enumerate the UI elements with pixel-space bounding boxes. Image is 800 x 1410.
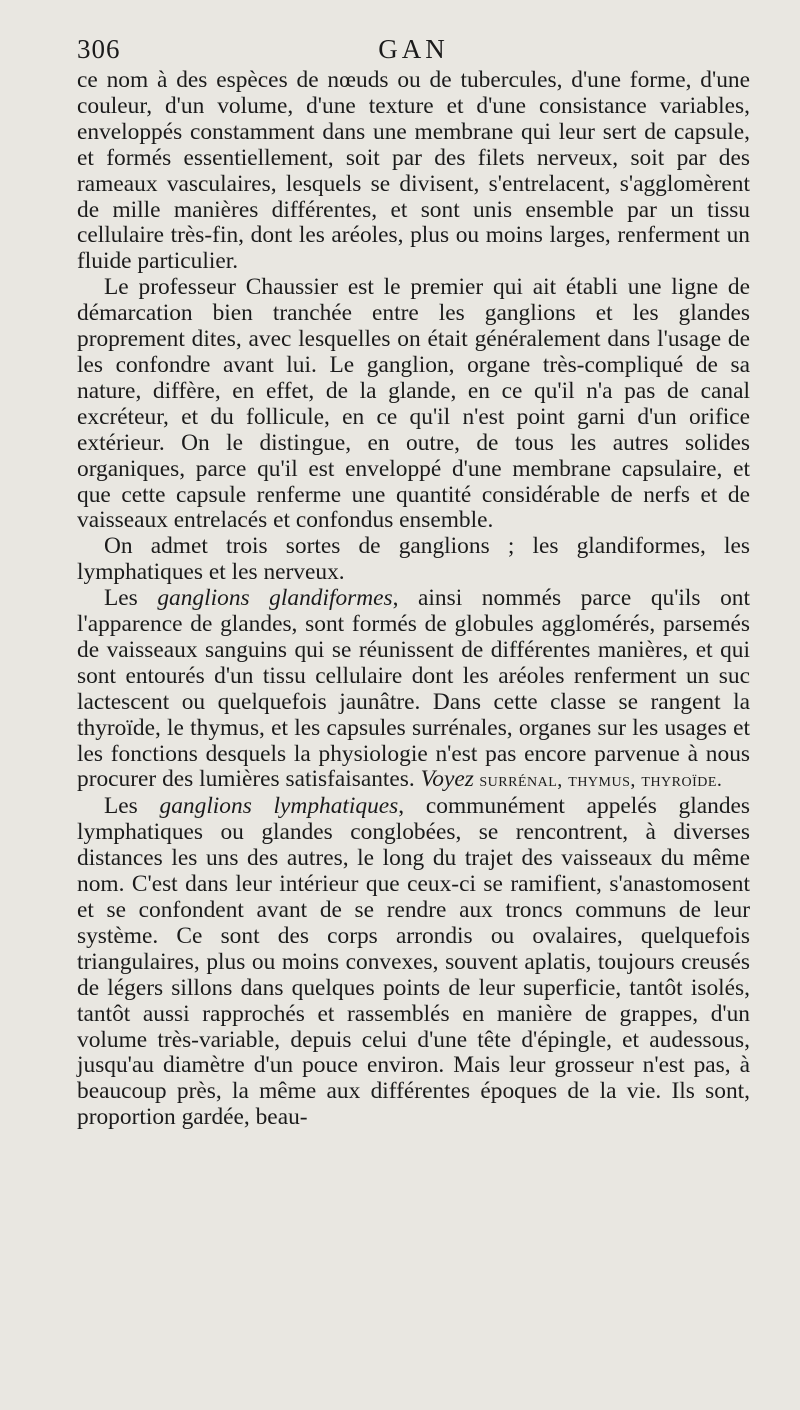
paragraph: [77, 534, 750, 586]
paragraph-lead: Les: [104, 793, 160, 820]
italic-term: ganglions lymphatiques: [159, 793, 399, 820]
paragraph: [77, 586, 750, 794]
cross-references: surrénal, thymus, thyroïde.: [473, 769, 723, 792]
running-head: GAN: [378, 34, 449, 64]
page-header: [77, 30, 750, 68]
paragraph-lead: Les: [104, 585, 158, 612]
paragraph-text: Le professeur Chaussier est le premier qui ait établi une ligne de démarcation bien tranchée entre les ganglions et les glandes proprement dites, avec lesquelles on était généralement dans l'usage de les confondre avant lui. Le ganglion, organe très-compliqué de sa nature, diffère, en effet, de la glande, en ce qu'il n'a pas de canal excréteur, et du follicule, en ce qu'il n'est point garni d'un orifice extérieur. On le distingue, en outre, de tous les autres solides organiques, parce qu'il est enveloppé d'une membrane capsulaire, et que cette capsule renferme une quantité considérable de nerfs et de vaisseaux entrelacés et confondus ensemble.: [77, 274, 750, 534]
italic-term: ganglions glandiformes: [157, 585, 393, 612]
page-number: 306: [77, 34, 121, 64]
paragraph-text: , communément appelés glandes lymphatiques ou glandes conglobées, se rencontrent, à diverses distances les uns des autres, le long du trajet des vaisseaux du même nom. C'est dans leur intérieur que ceux-ci se ramifient, s'anastomosent et se confondent avant de se rendre aux troncs communs de leur système. Ce sont des corps arrondis ou ovalaires, quelquefois triangulaires, plus ou moins convexes, souvent aplatis, toujours creusés de légers sillons dans quelques points de leur superficie, tantôt isolés, tantôt aussi rapprochés et rassemblés en manière de grappes, d'un volume très-variable, depuis celui d'une tête d'épingle, et audessous, jusqu'au diamètre d'un pouce environ. Mais leur grosseur n'est pas, à beaucoup près, la même aux différentes époques de la vie. Ils sont, proportion gardée, beau-: [77, 793, 750, 1131]
paragraph: [77, 68, 750, 275]
see-label: Voyez: [420, 766, 474, 793]
paragraph-text: ce nom à des espèces de nœuds ou de tubercules, d'une forme, d'une couleur, d'un volume, d'une texture et d'une consistance variables, enveloppés constamment dans une membrane qui leur sert de capsule, et formés essentiellement, soit par des filets nerveux, soit par des rameaux vasculaires, lesquels se divisent, s'entrelacent, s'agglomèrent de mille manières différentes, et sont unis ensemble par un tissu cellulaire très-fin, dont les aréoles, plus ou moins larges, renferment un fluide particulier.: [77, 67, 750, 275]
paragraph: [77, 794, 750, 1131]
paragraph-text: On admet trois sortes de ganglions ; les glandiformes, les lymphatiques et les nerveux.: [77, 533, 750, 586]
body-text: [77, 68, 750, 1131]
paragraph: [77, 275, 750, 534]
paragraph-text: , ainsi nommés parce qu'ils ont l'apparence de glandes, sont formés de globules agglomérés, parsemés de vaisseaux sanguins qui se réunissent de différentes manières, et qui sont entourés d'un tissu cellulaire dont les aréoles renferment un suc lactescent ou quelquefois jaunâtre. Dans cette classe se rangent la thyroïde, le thymus, et les capsules surrénales, organes sur les usages et les fonctions desquels la physiologie n'est pas encore parvenue à nous procurer des lumières satisfaisantes.: [77, 585, 750, 793]
